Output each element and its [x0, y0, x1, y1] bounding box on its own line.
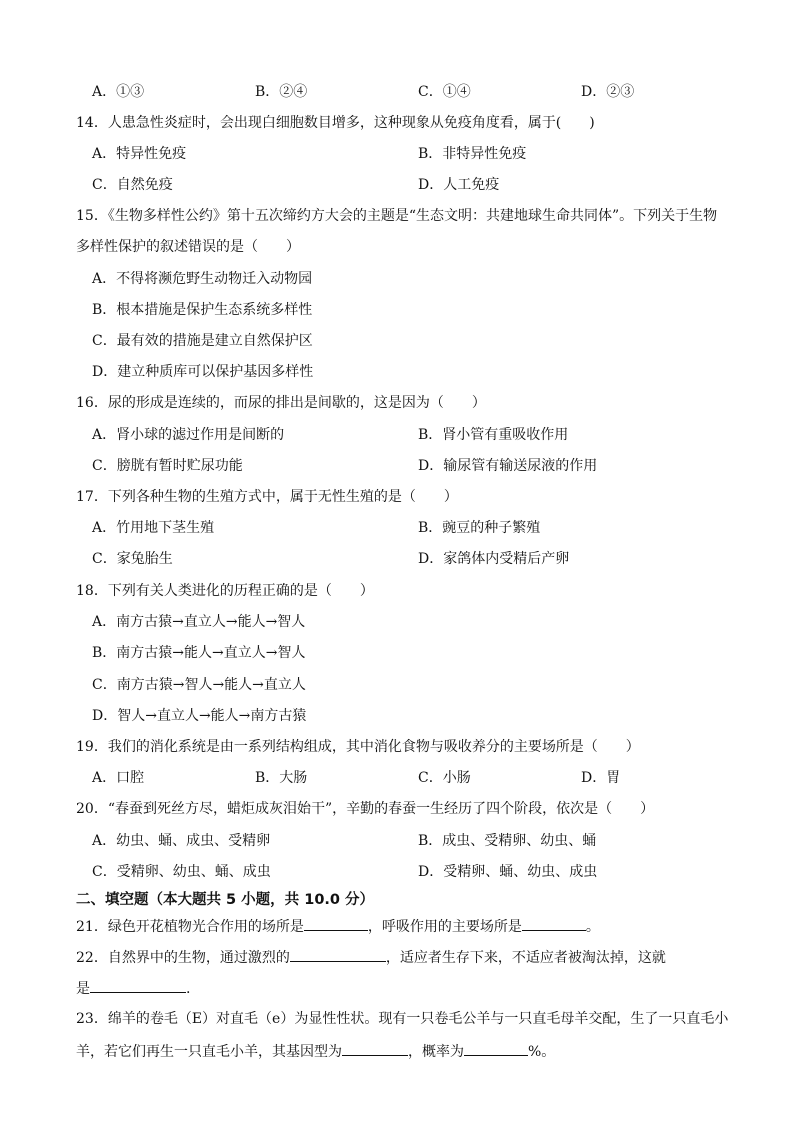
- q23-line-2: [76, 1040, 555, 1062]
- q17-option-d: D．家鸽体内受精后产卵: [418, 551, 570, 567]
- q22-text-4: .: [186, 981, 191, 997]
- q14-option-c: C．自然免疫: [92, 177, 173, 193]
- q19-stem: 19．我们的消化系统是由一系列结构组成，其中消化食物与吸收养分的主要场所是（ ）: [76, 739, 640, 755]
- q16-option-c: C．膀胱有暂时贮尿功能: [92, 458, 243, 474]
- q23-blank-1[interactable]: [342, 1040, 408, 1056]
- q19-option-b: B．大肠: [255, 770, 308, 786]
- q15-option-d: D．建立种质库可以保护基因多样性: [92, 364, 314, 380]
- q22-line-1: [76, 946, 666, 968]
- q23-text-3: %。: [528, 1044, 556, 1060]
- q20-option-c: C．受精卵、幼虫、蛹、成虫: [92, 864, 271, 880]
- q16-stem: 16．尿的形成是连续的，而尿的排出是间歇的，这是因为（ ）: [76, 395, 486, 411]
- q21-text-3: 。: [585, 919, 600, 935]
- q23-text-1: 羊，若它们再生一只直毛小羊，其基因型为: [76, 1044, 342, 1060]
- q21-line: [76, 915, 600, 937]
- q18-stem: 18．下列有关人类进化的历程正确的是（ ）: [76, 583, 374, 599]
- q15-option-b: B．根本措施是保护生态系统多样性: [92, 302, 313, 318]
- q21-blank-2[interactable]: [522, 915, 586, 931]
- q21-text-1: 21．绿色开花植物光合作用的场所是: [76, 919, 304, 935]
- q13-option-a: A．①③: [92, 84, 145, 100]
- q22-line-2: [76, 977, 190, 999]
- q22-text-2: ，适应者生存下来，不适应者被淘汰掉，这就: [385, 950, 666, 966]
- q23-line-1: 23．绵羊的卷毛（E）对直毛（e）为显性性状。现有一只卷毛公羊与一只直毛母羊交配，生了一只直毛小: [76, 1011, 729, 1027]
- q22-text-1: 22．自然界中的生物，通过激烈的: [76, 950, 290, 966]
- q15-option-a: A．不得将濒危野生动物迁入动物园: [92, 271, 313, 287]
- q21-text-2: ，呼吸作用的主要场所是: [367, 919, 522, 935]
- q19-option-c: C．小肠: [418, 770, 471, 786]
- q16-option-a: A．肾小球的滤过作用是间断的: [92, 427, 285, 443]
- q20-option-a: A．幼虫、蛹、成虫、受精卵: [92, 833, 271, 849]
- q14-option-d: D．人工免疫: [418, 177, 500, 193]
- q17-option-b: B．豌豆的种子繁殖: [418, 520, 541, 536]
- q19-option-a: A．口腔: [92, 770, 145, 786]
- q18-option-d: D．智人→直立人→能人→南方古猿: [92, 708, 307, 724]
- q14-option-b: B．非特异性免疫: [418, 146, 527, 162]
- q14-option-a: A．特异性免疫: [92, 146, 187, 162]
- q23-blank-2[interactable]: [464, 1040, 528, 1056]
- q15-option-c: C．最有效的措施是建立自然保护区: [92, 333, 313, 349]
- q18-option-a: A．南方古猿→直立人→能人→智人: [92, 614, 306, 630]
- q17-stem: 17．下列各种生物的生殖方式中，属于无性生殖的是（ ）: [76, 489, 458, 505]
- q15-stem-line2: 多样性保护的叙述错误的是（ ）: [76, 239, 300, 255]
- q17-option-a: A．竹用地下茎生殖: [92, 520, 215, 536]
- q21-blank-1[interactable]: [304, 915, 368, 931]
- q22-text-3: 是: [76, 981, 90, 997]
- q15-stem-line1: 15．《生物多样性公约》第十五次缔约方大会的主题是“生态文明：共建地球生命共同体”。下列关于生物: [76, 208, 718, 224]
- q16-option-d: D．输尿管有输送尿液的作用: [418, 458, 598, 474]
- q13-option-b: B．②④: [255, 84, 308, 100]
- q22-blank-2[interactable]: [90, 977, 186, 993]
- q18-option-c: C．南方古猿→智人→能人→直立人: [92, 677, 306, 693]
- q17-option-c: C．家兔胎生: [92, 551, 173, 567]
- section-heading-fill-in: 二、填空题（本大题共 5 小题，共 10.0 分）: [76, 892, 375, 908]
- q13-option-c: C．①④: [418, 84, 471, 100]
- q20-option-b: B．成虫、受精卵、幼虫、蛹: [418, 833, 597, 849]
- q16-option-b: B．肾小管有重吸收作用: [418, 427, 569, 443]
- q13-option-d: D．②③: [581, 84, 635, 100]
- q22-blank-1[interactable]: [290, 946, 386, 962]
- q19-option-d: D．胃: [581, 770, 621, 786]
- q20-stem: 20．“春蚕到死丝方尽，蜡炬成灰泪始干”，辛勤的春蚕一生经历了四个阶段，依次是（ ）: [76, 801, 655, 817]
- q23-text-2: ，概率为: [408, 1044, 464, 1060]
- q14-stem: 14．人患急性炎症时，会出现白细胞数目增多，这种现象从免疫角度看，属于( ): [76, 115, 595, 131]
- q20-option-d: D．受精卵、蛹、幼虫、成虫: [418, 864, 598, 880]
- q18-option-b: B．南方古猿→能人→直立人→智人: [92, 645, 306, 661]
